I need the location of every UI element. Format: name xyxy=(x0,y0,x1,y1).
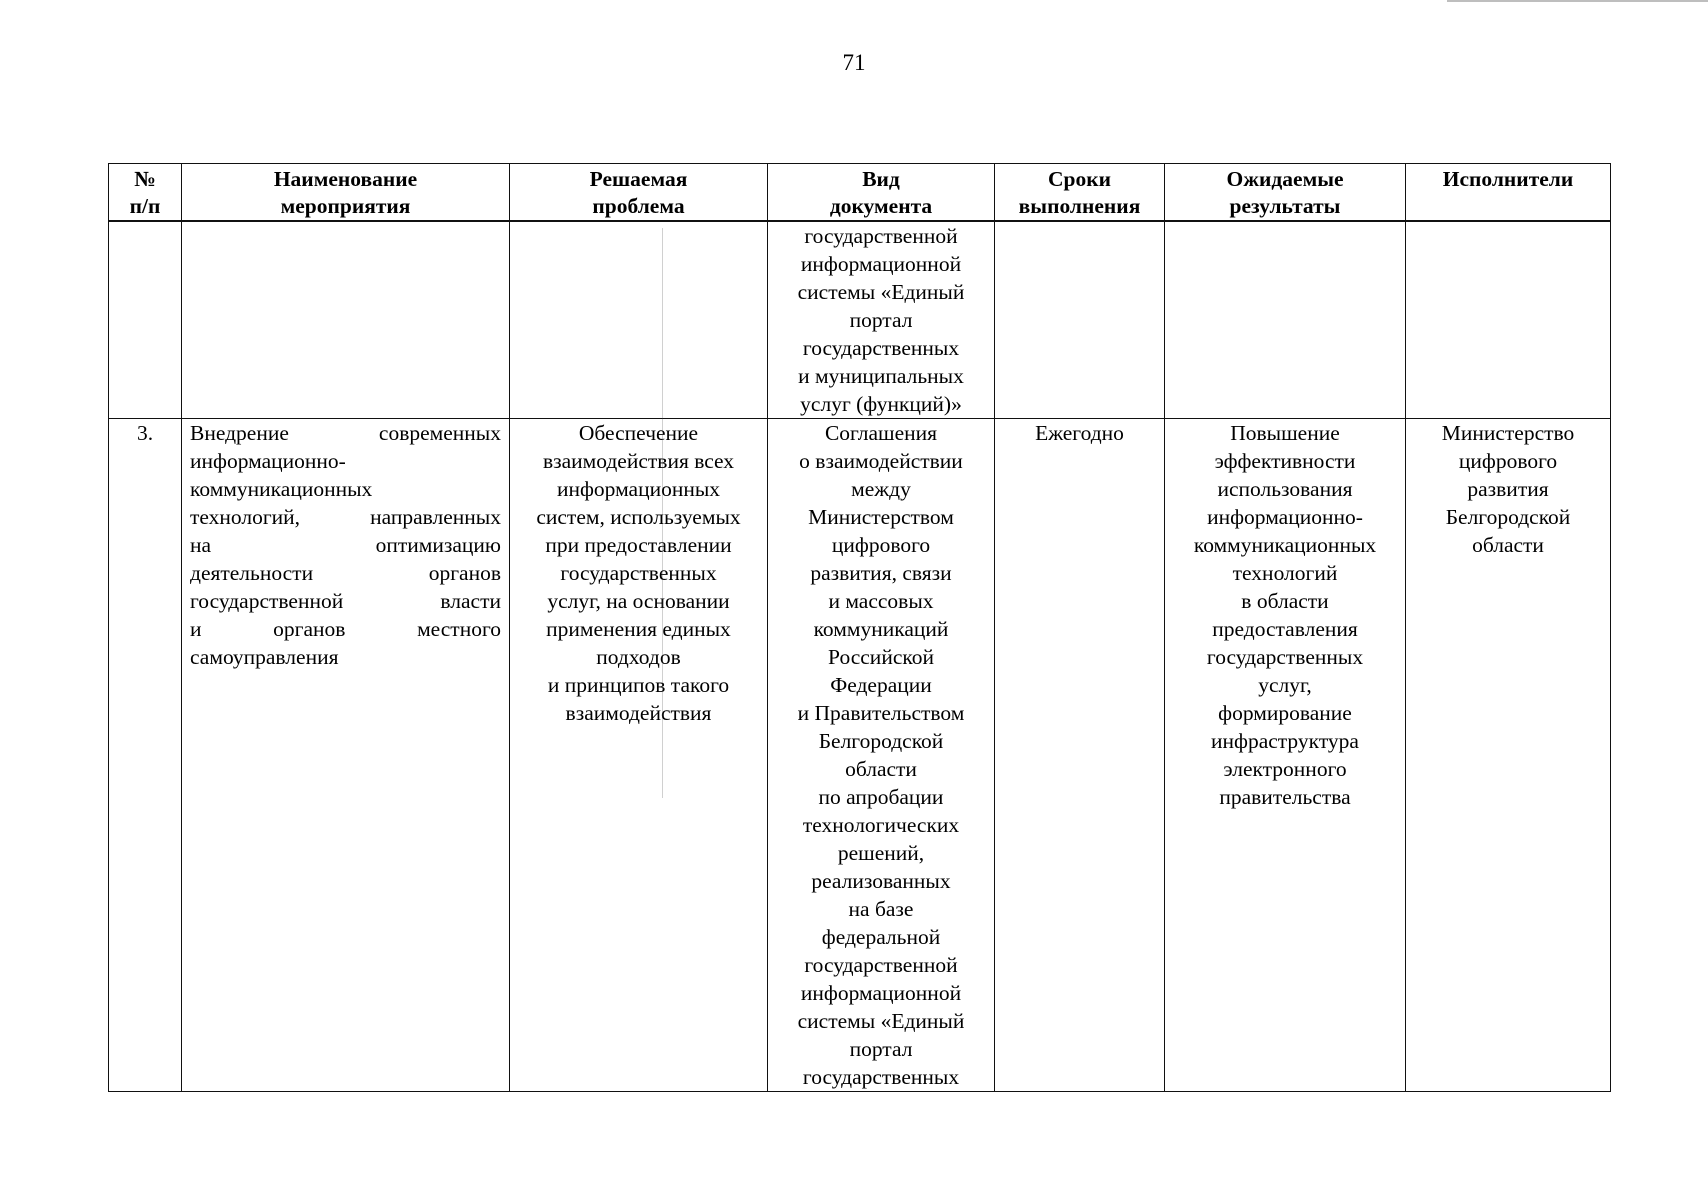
header-row xyxy=(109,164,1611,222)
header-executors xyxy=(1406,164,1611,222)
text-line: коммуникационных xyxy=(1193,533,1377,557)
text-line: эффективности xyxy=(1214,449,1356,473)
text-line: результаты xyxy=(1229,194,1341,218)
cont-doc-cell xyxy=(768,221,995,419)
word: информационно- xyxy=(190,449,346,473)
text-line: мероприятия xyxy=(280,194,411,218)
row3-num: 3. xyxy=(109,419,182,1092)
header-num xyxy=(109,164,182,222)
text-line: реализованных xyxy=(811,869,951,893)
word: современных xyxy=(378,421,501,445)
text-line xyxy=(190,447,501,475)
cont-num-cell xyxy=(109,221,182,419)
word: органов xyxy=(428,561,501,585)
text-line: взаимодействия xyxy=(565,701,712,725)
plan-table xyxy=(108,163,1611,1092)
text-line: цифрового xyxy=(831,533,931,557)
word: технологий, xyxy=(190,505,301,529)
word: оптимизацию xyxy=(375,533,501,557)
text-line: информационной xyxy=(800,981,962,1005)
text-line: коммуникаций xyxy=(813,617,949,641)
text-line: Обеспечение xyxy=(578,421,699,445)
text-line: Сроки xyxy=(1047,167,1111,191)
text-line: системы «Единый xyxy=(797,1009,965,1033)
text-line: п/п xyxy=(129,194,161,218)
text-line: технологических xyxy=(802,813,960,837)
text-line: систем, используемых xyxy=(536,505,741,529)
word: органов xyxy=(273,617,346,641)
row3-executors xyxy=(1406,419,1611,1092)
cont-problem-cell xyxy=(510,221,768,419)
text-line xyxy=(190,419,501,447)
text-line: портал xyxy=(849,308,913,332)
text-line: Российской xyxy=(828,645,934,669)
text-line: и принципов такого xyxy=(547,673,730,697)
text-line xyxy=(190,643,501,671)
word: направленных xyxy=(370,505,501,529)
text-line: документа xyxy=(829,194,933,218)
text-line: Министерством xyxy=(808,505,954,529)
header-doc xyxy=(768,164,995,222)
text-line: федеральной xyxy=(821,925,941,949)
header-terms xyxy=(995,164,1165,222)
word: коммуникационных xyxy=(190,477,373,501)
text-line: государственной xyxy=(804,953,958,977)
text-line: государственных xyxy=(802,1065,960,1089)
cont-executors-cell xyxy=(1406,221,1611,419)
text-line xyxy=(190,531,501,559)
text-line: государственных xyxy=(802,336,960,360)
text-line xyxy=(190,587,501,615)
text-line: использования xyxy=(1217,477,1353,501)
text-line: взаимодействия всех xyxy=(542,449,735,473)
text-line: Белгородской xyxy=(818,729,944,753)
cont-terms-cell xyxy=(995,221,1165,419)
text-line: Министерство xyxy=(1441,421,1575,445)
text-line: при предоставлении xyxy=(545,533,732,557)
word: власти xyxy=(440,589,501,613)
text-line: электронного xyxy=(1223,757,1347,781)
text-line: между xyxy=(851,477,911,501)
text-line: цифрового xyxy=(1458,449,1558,473)
cont-results-cell xyxy=(1165,221,1406,419)
header-results xyxy=(1165,164,1406,222)
text-line: развития xyxy=(1467,477,1549,501)
word: Внедрение xyxy=(190,421,289,445)
text-line: Федерации xyxy=(830,673,932,697)
text-line: формирование xyxy=(1218,701,1352,725)
text-line: технологий xyxy=(1232,561,1338,585)
header-problem xyxy=(510,164,768,222)
text-line: и массовых xyxy=(828,589,934,613)
row3-results xyxy=(1165,419,1406,1092)
text-line: инфраструктура xyxy=(1211,729,1359,753)
table-row-3 xyxy=(109,419,1611,1092)
text-line: правительства xyxy=(1219,785,1351,809)
text-line: государственных xyxy=(1206,645,1364,669)
row3-terms: Ежегодно xyxy=(995,419,1165,1092)
text-line: Соглашения xyxy=(824,421,938,445)
text-line: и Правительством xyxy=(797,701,965,725)
word: деятельности xyxy=(190,561,314,585)
text-line: Ожидаемые xyxy=(1226,167,1344,191)
row3-name xyxy=(182,419,510,1092)
page-number: 71 xyxy=(842,50,866,75)
text-line xyxy=(190,559,501,587)
word: самоуправления xyxy=(190,645,339,669)
text-line: области xyxy=(845,757,917,781)
row3-doc xyxy=(768,419,995,1092)
text-line: услуг (функций)» xyxy=(800,392,962,416)
text-line: Повышение xyxy=(1230,421,1340,445)
table-row-continuation xyxy=(109,221,1611,419)
text-line: в области xyxy=(1241,589,1329,613)
text-line: развития, связи xyxy=(810,561,952,585)
text-line: Вид xyxy=(862,167,900,191)
text-line: услуг, xyxy=(1258,673,1312,697)
text-line: государственной xyxy=(804,224,958,248)
word: государственной xyxy=(190,589,344,613)
text-line: и муниципальных xyxy=(798,364,964,388)
text-line: применения единых xyxy=(546,617,731,641)
text-line: Белгородской xyxy=(1445,505,1571,529)
text-line: решений, xyxy=(837,841,925,865)
text-line: выполнения xyxy=(1018,194,1141,218)
text-line: Исполнители xyxy=(1442,167,1574,191)
row3-problem xyxy=(510,419,768,1092)
scan-line-artifact xyxy=(662,228,663,798)
header-name xyxy=(182,164,510,222)
text-line: на базе xyxy=(848,897,914,921)
text-line: по апробации xyxy=(818,785,944,809)
word: и xyxy=(190,617,202,641)
text-line: предоставления xyxy=(1212,617,1358,641)
text-line: портал xyxy=(849,1037,913,1061)
text-line: Решаемая xyxy=(589,167,688,191)
text-line: информационно- xyxy=(1207,505,1363,529)
text-line: государственных xyxy=(560,561,717,585)
text-line: проблема xyxy=(592,194,685,218)
text-line: информационной xyxy=(800,252,962,276)
text-line: № xyxy=(134,167,156,191)
text-line: о взаимодействии xyxy=(799,449,963,473)
word: местного xyxy=(417,617,501,641)
text-line: Наименование xyxy=(273,167,418,191)
text-line: системы «Единый xyxy=(797,280,965,304)
text-line: информационных xyxy=(556,477,721,501)
text-line: услуг, на основании xyxy=(547,589,730,613)
text-line xyxy=(190,503,501,531)
word: на xyxy=(190,533,212,557)
text-line: области xyxy=(1472,533,1544,557)
text-line xyxy=(190,615,501,643)
text-line: подходов xyxy=(596,645,681,669)
scan-line-artifact xyxy=(1447,0,1708,2)
cont-name-cell xyxy=(182,221,510,419)
text-line xyxy=(190,475,501,503)
